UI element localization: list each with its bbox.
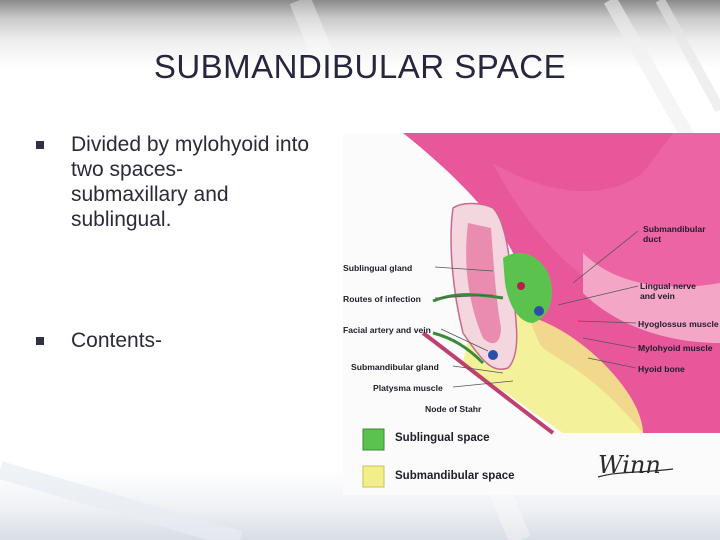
label-mylohyoid-muscle: Mylohyoid muscle — [638, 343, 713, 353]
legend-swatch-sublingual — [363, 429, 384, 450]
label-line: Lingual nerve — [640, 281, 696, 291]
legend-label-submandibular: Submandibular space — [395, 470, 515, 482]
bullet-marker — [36, 337, 44, 345]
anatomy-figure — [343, 133, 720, 495]
bullet-text — [71, 132, 361, 232]
label-hyoid-bone: Hyoid bone — [638, 364, 685, 374]
slide-title: SUBMANDIBULAR SPACE — [153, 48, 567, 85]
label-line: and vein — [640, 291, 675, 301]
label-sublingual-gland: Sublingual gland — [343, 263, 413, 273]
bullet-line: Contents- — [71, 329, 163, 352]
label-line: duct — [643, 234, 662, 244]
label-hyoglossus-muscle: Hyoglossus muscle — [638, 319, 719, 329]
label-platysma-muscle: Platysma muscle — [373, 383, 443, 393]
label-submandibular-duct — [643, 224, 706, 244]
label-line: Submandibular — [643, 224, 706, 234]
bullet-line: Divided by mylohyoid into — [71, 133, 310, 156]
bullet-line: sublingual. — [71, 208, 172, 231]
legend-swatch-submandibular — [363, 466, 384, 487]
label-submandibular-gland: Submandibular gland — [351, 362, 439, 372]
bullet-line: two spaces- — [71, 158, 184, 181]
signature: Winn — [598, 451, 661, 479]
label-lingual-nerve-and-vein — [640, 281, 696, 301]
label-routes-of-infection: Routes of infection — [343, 294, 421, 304]
legend-label-sublingual: Sublingual space — [395, 432, 490, 444]
label-node-of-stahr: Node of Stahr — [425, 404, 482, 414]
bullet-marker — [36, 141, 44, 149]
bullet-line: submaxillary and — [71, 183, 229, 206]
bullet-text — [71, 328, 361, 353]
label-facial-artery-and-vein: Facial artery and vein — [343, 325, 431, 335]
